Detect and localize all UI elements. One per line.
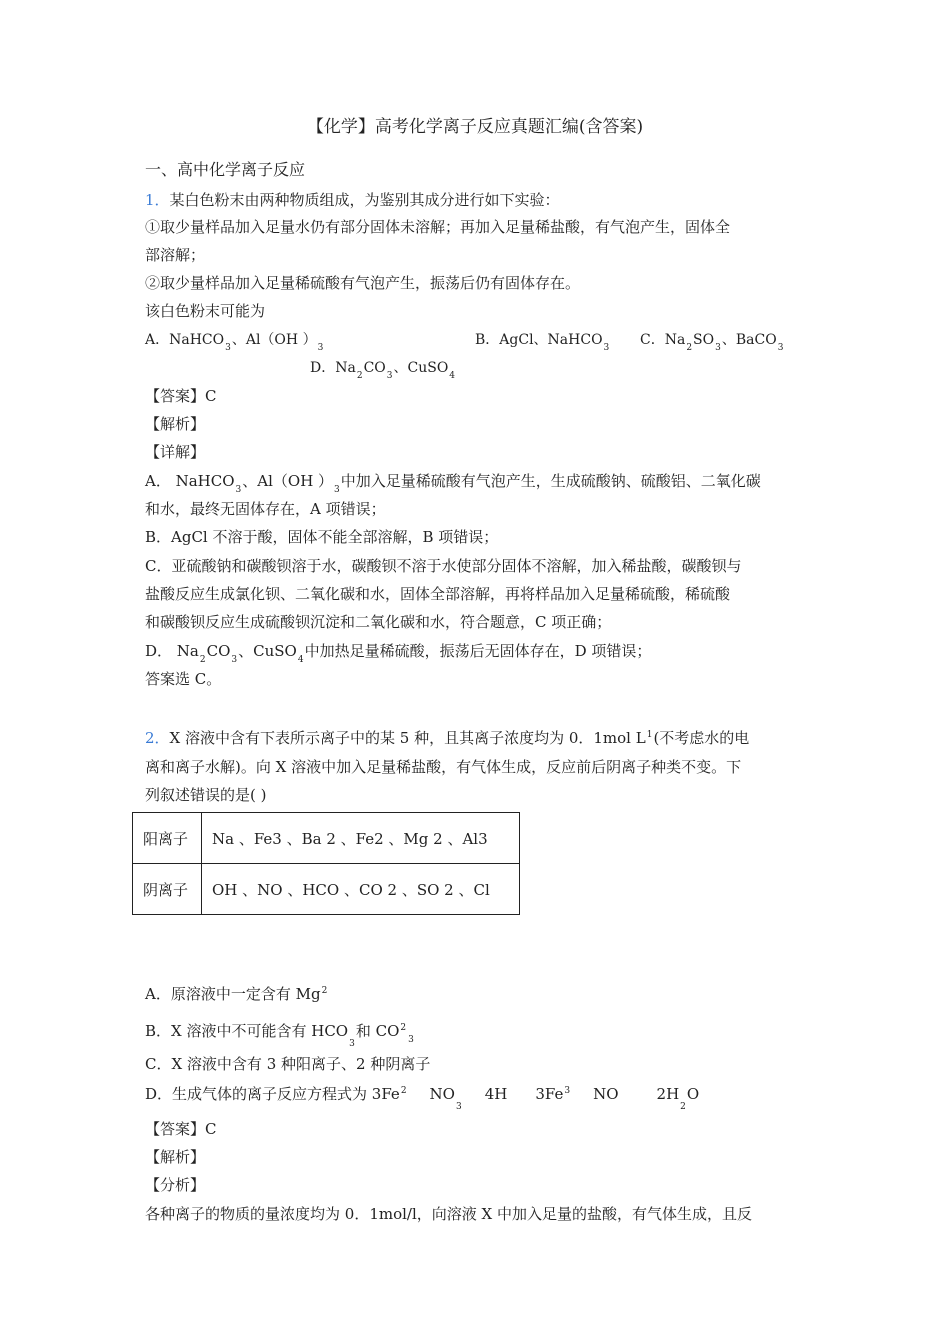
cation-label: 阳离子 [133, 813, 202, 864]
ion-table [132, 812, 520, 915]
q2-number: 2． [145, 729, 170, 747]
anion-list: OH 、NO 、HCO 、CO 2 、SO 2 、Cl [202, 864, 520, 915]
q2-analysis: 【解析】 [145, 1148, 206, 1166]
q1-experiment-1: ①取少量样品加入足量水仍有部分固体未溶解；再加入足量稀盐酸，有气泡产生，固体全 [145, 218, 731, 236]
cation-list: Na 、Fe3 、Ba 2 、Fe2 、Mg 2 、Al3 [202, 813, 520, 864]
q2-stem-1: 2．X 溶液中含有下表所示离子中的某 5 种，且其离子浓度均为 0．1mol $L^1$(不考虑水的电 [145, 729, 750, 747]
q2-fenxi: 【分析】 [145, 1176, 206, 1194]
q1-analysis: 【解析】 [145, 415, 206, 433]
q2-stem-3: 列叙述错误的是( ) [145, 786, 267, 804]
q1-detail-d: D． $Na_2CO_3$、CuSO$_4$中加热足量稀硫酸，振荡后无固体存在，D 项错误； [145, 642, 652, 665]
q1-option-b: B．AgCl、NaHCO$_3$ [475, 332, 610, 353]
q1-number: 1． [145, 191, 170, 209]
q1-detail-b: B．AgCl 不溶于酸，固体不能全部溶解，B 项错误； [145, 528, 499, 546]
q2-option-a: A．原溶液中一定含有 Mg$^2$ [145, 985, 328, 1003]
q2-option-c: C．X 溶液中含有 3 种阳离子、2 种阴离子 [145, 1055, 431, 1073]
table-row [133, 813, 520, 864]
q2-answer: 【答案】C [145, 1120, 217, 1138]
q1-detail-c-3: 和碳酸钡反应生成硫酸钡沉淀和二氧化碳和水，符合题意，C 项正确； [145, 613, 612, 631]
anion-label: 阴离子 [133, 864, 202, 915]
q1-detail-c-1: C．亚硫酸钠和碳酸钡溶于水，碳酸钡不溶于水使部分固体不溶解，加入稀盐酸，碳酸钡与 [145, 557, 742, 575]
q1-experiment-1-cont: 部溶解； [145, 246, 206, 264]
section-heading: 一、高中化学离子反应 [145, 160, 306, 179]
q1-detail-a-cont: 和水，最终无固体存在，A 项错误； [145, 500, 386, 518]
q2-option-d: D．生成气体的离子反应方程式为 3Fe$^2$ $NO_34H$ 3Fe$^3$ NO $2H_2O$ [145, 1085, 700, 1112]
page-title: 【化学】高考化学离子反应真题汇编(含答案) [306, 117, 644, 137]
q1-experiment-2: ②取少量样品加入足量稀硫酸有气泡产生，振荡后仍有固体存在。 [145, 274, 581, 292]
q1-option-a: A．NaHCO$_3$、Al（OH ）$_3$ [145, 332, 324, 353]
q2-analysis-text: 各种离子的物质的量浓度均为 0．1mol/l，向溶液 X 中加入足量的盐酸，有气体生成，且反 [145, 1205, 752, 1223]
q1-option-c: C．$Na_2SO_3$、BaCO$_3$ [640, 332, 784, 353]
q1-answer: 【答案】C [145, 387, 217, 405]
q2-stem-2: 离和离子水解)。向 X 溶液中加入足量稀盐酸，有气体生成，反应前后阴离子种类不变。下 [145, 758, 742, 776]
table-row [133, 864, 520, 915]
q2-option-b: B．X 溶液中不可能含有 $HCO_3$和 $CO^2_3$ [145, 1022, 414, 1049]
q1-final-answer: 答案选 C。 [145, 670, 222, 688]
q1-stem: 1．某白色粉末由两种物质组成，为鉴别其成分进行如下实验： [145, 191, 560, 209]
q1-detail-a: A． NaHCO$_3$、Al（OH ）$_3$中加入足量稀硫酸有气泡产生，生成硫酸钠、硫酸铝、二氧化碳 [145, 472, 761, 495]
q1-option-d: D．$Na_2CO_3$、CuSO$_4$ [310, 360, 456, 381]
q1-detail-c-2: 盐酸反应生成氯化钡、二氧化碳和水，固体全部溶解，再将样品加入足量稀硫酸，稀硫酸 [145, 585, 731, 603]
q1-detail: 【详解】 [145, 443, 206, 461]
q1-question: 该白色粉末可能为 [145, 302, 266, 320]
